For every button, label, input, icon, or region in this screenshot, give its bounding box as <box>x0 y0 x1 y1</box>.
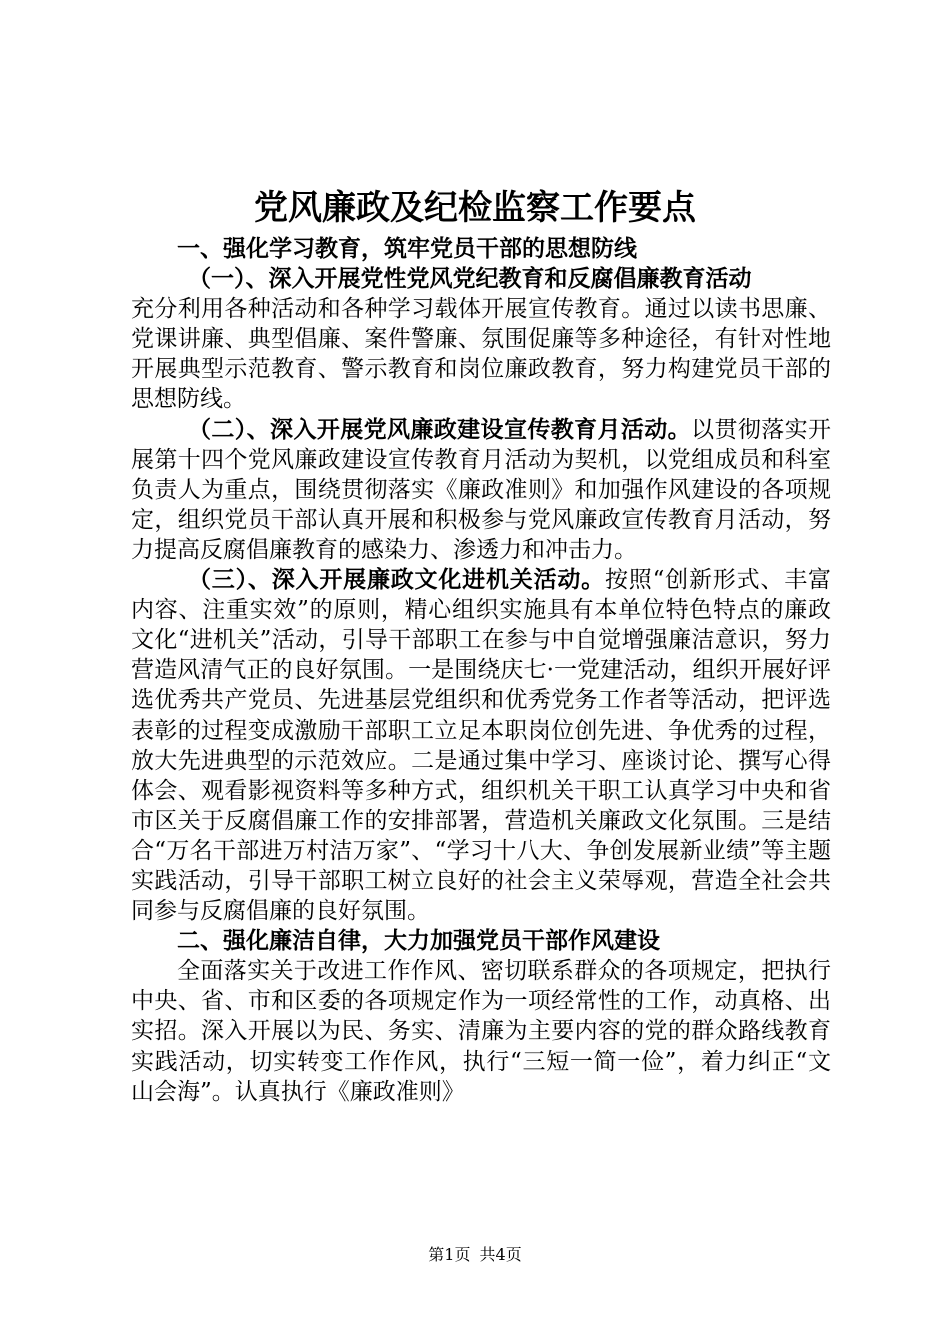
page-number: 第1页 <box>428 1245 471 1264</box>
subsection-heading: （二）、深入开展党风廉政建设宣传教育月活动。 <box>188 415 692 443</box>
paragraph: 全面落实关于改进工作作风、密切联系群众的各项规定，把执行中央、省、市和区委的各项规定作为一项经常性的工作，动真格、出实招。深入开展以为民、务实、清廉为主要内容的党的群众路线教育实践活动，切实转变工作作风，执行“三短一简一俭”，着力纠正“文山会海”。认真执行《廉政准则》 <box>131 958 831 1105</box>
paragraph <box>131 415 831 565</box>
paragraph: 充分利用各种活动和各种学习载体开展宣传教育。通过以读书思廉、党课讲廉、典型倡廉、案件警廉、氛围促廉等多种途径，有针对性地开展典型示范教育、警示教育和岗位廉政教育，努力构建党员干部的思想防线。 <box>131 296 831 413</box>
paragraph-text: 按照“创新形式、丰富内容、注重实效”的原则，精心组织实施具有本单位特色特点的廉政文化“进机关”活动，引导干部职工在参与中自觉增强廉洁意识，努力营造风清气正的良好氛围。一是围绕庆七·一党建活动，组织开展好评选优秀共产党员、先进基层党组织和优秀党务工作者等活动，把评选表彰的过程变成激励干部职工立足本职岗位创先进、争优秀的过程，放大先进典型的示范效应。二是通过集中学习、座谈讨论、撰写心得体会、观看影视资料等多种方式，组织机关干职工认真学习中央和省市区关于反腐倡廉工作的安排部署，营造机关廉政文化氛围。三是结合“万名干部进万村洁万家”、“学习十八大、争创发展新业绩”等主题实践活动，引导干部职工树立良好的社会主义荣辱观，营造全社会共同参与反腐倡廉的良好氛围。 <box>131 567 832 925</box>
document-title: 党风廉政及纪检监察工作要点 <box>254 188 696 228</box>
page-total: 共4页 <box>479 1245 522 1264</box>
section-heading: 二、强化廉洁自律，大力加强党员干部作风建设 <box>177 927 660 955</box>
subsection-heading: （三）、深入开展廉政文化进机关活动。 <box>188 566 605 594</box>
paragraph-text: 以贯彻落实开展第十四个党风廉政建设宣传教育月活动为契机，以党组成员和科室负责人为重点，围绕贯彻落实《廉政准则》和加强作风建设的各项规定，组织党员干部认真开展和积极参与党风廉政宣传教育月活动，努力提高反腐倡廉教育的感染力、渗透力和冲击力。 <box>131 416 832 563</box>
page-footer <box>0 1244 950 1266</box>
subsection-heading: （一）、深入开展党性党风党纪教育和反腐倡廉教育活动 <box>188 265 752 293</box>
document-body <box>131 234 831 1107</box>
section-heading: 一、强化学习教育，筑牢党员干部的思想防线 <box>177 235 637 262</box>
paragraph <box>131 565 831 926</box>
